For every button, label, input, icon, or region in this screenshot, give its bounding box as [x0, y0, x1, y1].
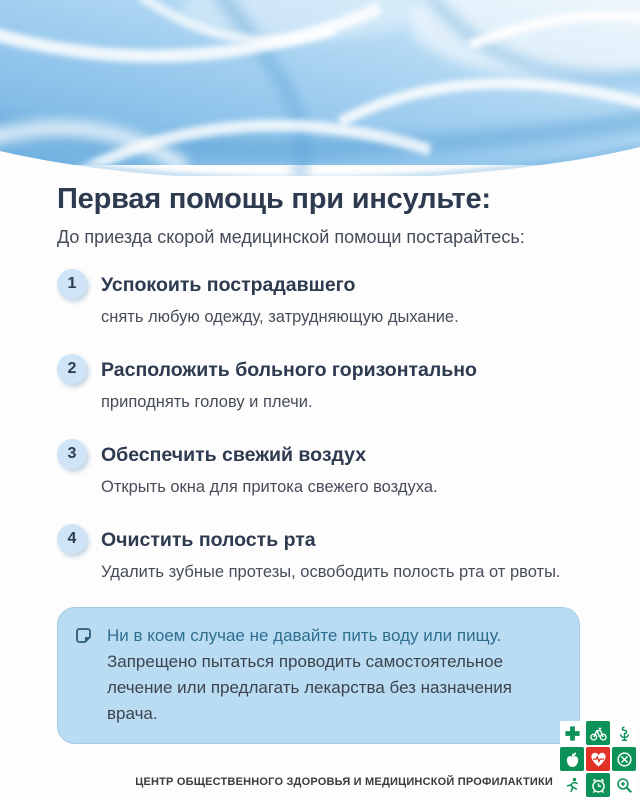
apple-icon: [560, 747, 584, 771]
prohibition-icon: [612, 747, 636, 771]
step-2: [57, 354, 580, 413]
step-3: [57, 439, 580, 498]
warning-text: [107, 623, 539, 727]
page-subtitle: До приезда скорой медицинской помощи постарайтесь:: [57, 227, 525, 247]
step-4-detail: Удалить зубные протезы, освободить полость рта от рвоты.: [101, 563, 561, 581]
magnifier-plus-icon: [612, 773, 636, 797]
medical-cross-icon: [560, 721, 584, 745]
warning-lead-sentence: Ни в коем случае не давайте пить воду или пищу.: [107, 626, 502, 645]
pharmacy-bowl-icon: [612, 721, 636, 745]
step-1: [57, 269, 580, 328]
alarm-clock-icon: [586, 773, 610, 797]
step-2-number-badge: 2: [57, 354, 87, 384]
step-4: [57, 524, 580, 583]
step-4-heading: Очистить полость рта: [101, 529, 316, 551]
footer-organization-name: ЦЕНТР ОБЩЕСТВЕННОГО ЗДОРОВЬЯ И МЕДИЦИНСКОЙ ПРОФИЛАКТИКИ: [135, 776, 553, 788]
step-1-number-badge: 1: [57, 269, 87, 299]
step-1-detail: снять любую одежду, затрудняющую дыхание.: [101, 308, 459, 326]
step-4-number-badge: 4: [57, 524, 87, 554]
step-3-number-badge: 3: [57, 439, 87, 469]
step-2-detail: приподнять голову и плечи.: [101, 393, 313, 411]
step-3-heading: Обеспечить свежий воздух: [101, 444, 367, 466]
health-center-logo: [560, 721, 636, 797]
poster-content: [0, 176, 640, 744]
hero-silk-wave-image: [0, 0, 640, 176]
warning-body-sentence: Запрещено пытаться проводить самостоятельное лечение или предлагать лекарства без назначения врача.: [107, 652, 512, 723]
step-1-heading: Успокоить пострадавшего: [101, 274, 356, 296]
step-3-detail: Открыть окна для притока свежего воздуха.: [101, 478, 438, 496]
footer: [135, 721, 636, 797]
page-title: Первая помощь при инсульте:: [57, 183, 491, 215]
runner-icon: [560, 773, 584, 797]
bicycle-icon: [586, 721, 610, 745]
step-2-heading: Расположить больного горизонтально: [101, 359, 477, 381]
note-icon: [75, 627, 92, 649]
heart-ecg-icon: [586, 747, 610, 771]
